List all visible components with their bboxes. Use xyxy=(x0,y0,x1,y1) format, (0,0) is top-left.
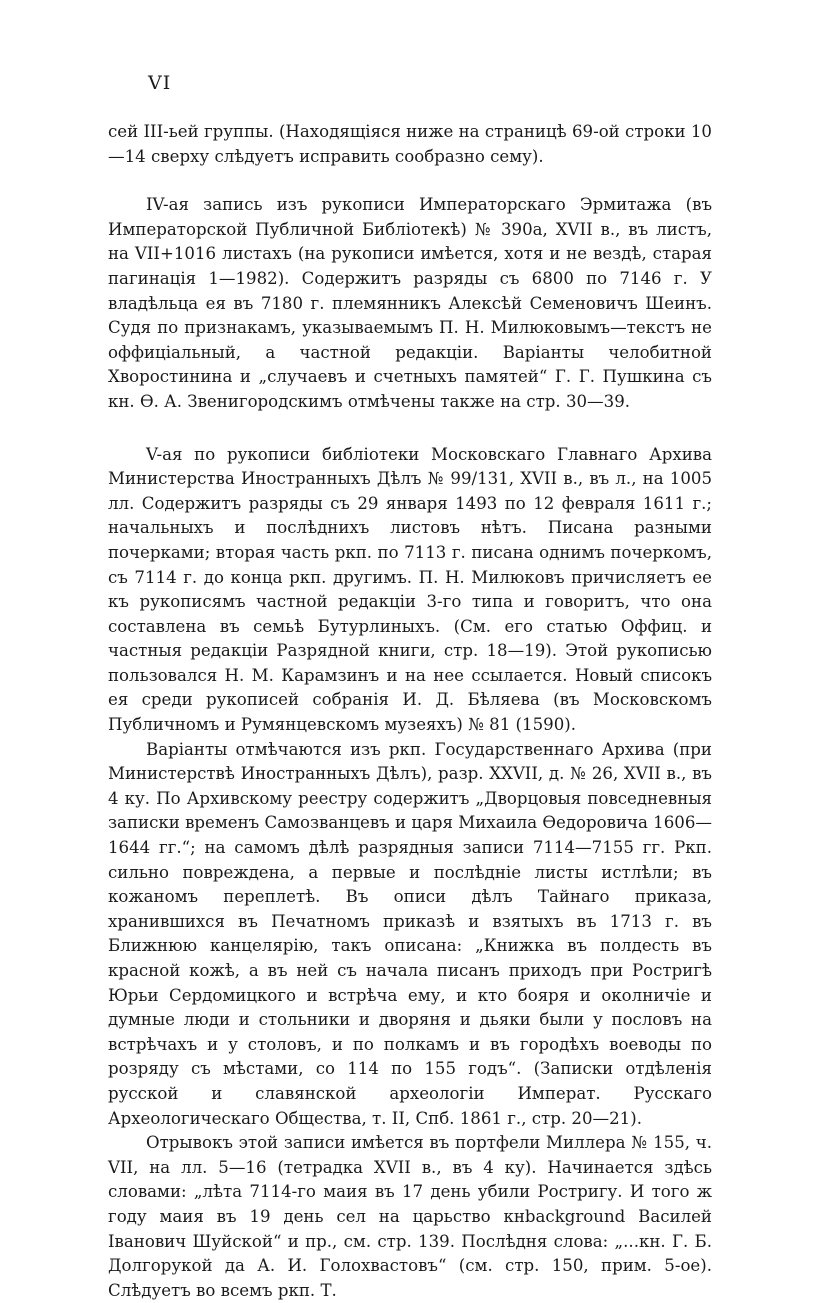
page-number: VI xyxy=(148,72,172,94)
paragraph-variants: Варіанты отмѣчаются изъ ркп. Государственнаго Архива (при Министерствѣ Иностранныхъ Дѣлъ), разр. XXVII, д. № 26, XVII в., въ 4 ку. По Архивскому реестру содержитъ „Дворцовыя повседневныя записки временъ Самозванцевъ и царя Михаила Ѳедоровича 1606—1644 гг.“; на самомъ дѣлѣ разрядныя записи 7114—7155 гг. Ркп. сильно повреждена, а первые и послѣдніе листы истлѣли; въ кожаномъ переплетѣ. Въ описи дѣлъ Тайнаго приказа, хранившихся въ Печатномъ приказѣ и взятыхъ въ 1713 г. въ Ближнюю канцелярію, такъ описана: „Книжка въ полдесть въ красной кожѣ, а въ ней съ начала писанъ приходъ при Ростригѣ Юрьи Сердомицкого и встрѣча ему, и кто бояря и околничіе и думные люди и стольники и дворяня и дьяки были у пословъ на встрѣчахъ и у столовъ, и по полкамъ и въ городѣхъ воеводы по розряду съ мѣстами, со 114 по 155 годъ“. (Записки отдѣленія русской и славянской археологіи Императ. Русскаго Археологическаго Общества, т. II, Спб. 1861 г., стр. 20—21). xyxy=(108,739,712,1128)
paragraph-continuation: сей III-ьей группы. (Находящіяся ниже на страницѣ 69-ой строки 10—14 сверху слѣдуетъ исправить сообразно сему). xyxy=(108,122,712,166)
paragraph-record-v: V-ая по рукописи библіотеки Московскаго Главнаго Архива Министерства Иностранныхъ Дѣлъ № 99/131, XVII в., въ л., на 1005 лл. Содержитъ разряды съ 29 января 1493 по 12 февраля 1611 г.; начальныхъ и послѣднихъ листовъ нѣтъ. Писана разными почерками; вторая часть ркп. по 7113 г. писана однимъ почеркомъ, съ 7114 г. до конца ркп. другимъ. П. Н. Милюковъ причисляетъ ее къ рукописямъ частной редакціи 3-го типа и говоритъ, что она составлена въ семьѣ Бутурлиныхъ. (См. его статью Оффиц. и частныя редакціи Разрядной книги, стр. 18—19). Этой рукописью пользовался Н. М. Карамзинъ и на нее ссылается. Новый списокъ ея среди рукописей собранія И. Д. Бѣляева (въ Московскомъ Публичномъ и Румянцевскомъ музеяхъ) № 81 (1590). xyxy=(108,444,712,735)
paragraph-record-iv: IV-ая запись изъ рукописи Императорскаго Эрмитажа (въ Императорской Публичной Библіотекѣ) № 390а, XVII в., въ листъ, на VII+1016 листахъ (на рукописи имѣется, хотя и не вездѣ, старая пагинація 1—1982). Содержитъ разряды съ 6800 по 7146 г. У владѣльца ея въ 7180 г. племянникъ Алексѣй Семеновичъ Шеинъ. Судя по признакамъ, указываемымъ П. Н. Милюковымъ—текстъ не оффиціальный, а частной редакціи. Варіанты челобитной Хворостинина и „случаевъ и счетныхъ памятей“ Г. Г. Пушкина съ кн. Ѳ. А. Звенигородскимъ отмѣчены также на стр. 30—39. xyxy=(108,195,712,411)
paragraph-fragment: Отрывокъ этой записи имѣется въ портфели Миллера № 155, ч. VII, на лл. 5—16 (тетрадка XVII в., въ 4 ку). Начинается здѣсь словами: „лѣта 7114-го маия въ 17 день убили Ростригу. И того ж году маия въ 19 день сел на царьство кнbackground Василей Іванович Шуйской“ и пр., см. стр. 139. Послѣдня слова: „...кн. Г. Б. Долгорукой да А. И. Голохвастовъ“ (см. стр. 150, прим. 5-ое). Слѣдуетъ во всемъ ркп. Т. xyxy=(108,1133,712,1300)
